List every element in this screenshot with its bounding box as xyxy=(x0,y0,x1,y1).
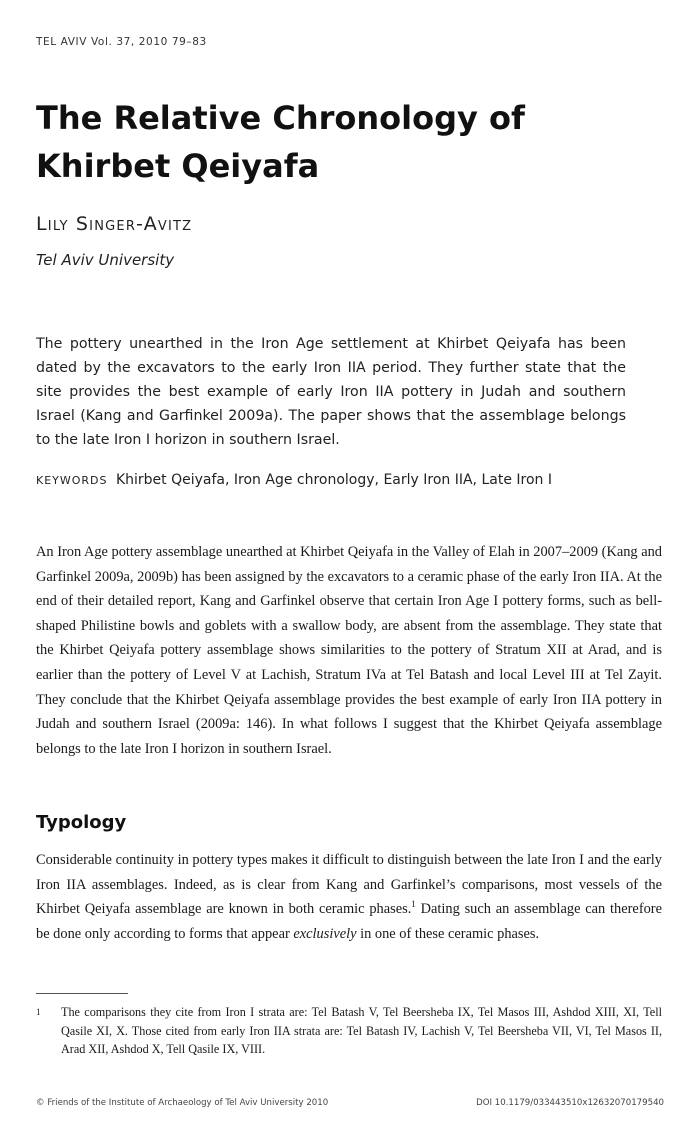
keywords-text: Khirbet Qeiyafa, Iron Age chronology, Early Iron IIA, Late Iron I xyxy=(115,472,552,488)
author-name: Lily Singer-Avitz xyxy=(36,213,193,235)
footnote xyxy=(36,1003,662,1059)
intro-paragraph: An Iron Age pottery assemblage unearthed at Khirbet Qeiyafa in the Valley of Elah in 2007–2009 (Kang and Garfinkel 2009a, 2009b) has been assigned by the excavators to a ceramic phase of the early Iron IIA. At the end of their detailed report, Kang and Garfinkel observe that certain Iron Age I pottery forms, such as bell-shaped Philistine bowls and goblets with a swallow body, are absent from the assemblage. They state that the Khirbet Qeiyafa pottery assemblage shows similarities to the pottery of Stratum XII at Arad, and is earlier than the pottery of Level V at Lachish, Stratum IVa at Tel Batash and local Level III at Tel Zayit. They conclude that the Khirbet Qeiyafa assemblage provides the best example of early Iron IIA pottery in Judah and southern Israel (2009a: 146). In what follows I suggest that the Khirbet Qeiyafa assemblage belongs to the late Iron I horizon in southern Israel. xyxy=(36,544,662,757)
typology-text-2: Dating such an assemblage can therefore be done only according to forms that appear xyxy=(36,901,662,942)
typology-text-1: Considerable continuity in pottery types makes it difficult to distinguish between the late Iron I and the early Iron IIA assemblages. Indeed, as is clear from Kang and Garfinkel’s comparisons, most vessels of the Khirbet Qeiyafa assemblage are known in both ceramic phases. xyxy=(36,852,662,918)
section-heading-typology: Typology xyxy=(36,812,127,833)
abstract: The pottery unearthed in the Iron Age settlement at Khirbet Qeiyafa has been dated by the excavators to the early Iron IIA period. They further state that the site provides the best example of early Iron IIA pottery in Judah and southern Israel (Kang and Garfinkel 2009a). The paper shows that the assemblage belongs to the late Iron I horizon in southern Israel. xyxy=(36,336,626,448)
keywords xyxy=(36,472,636,488)
copyright-notice: © Friends of the Institute of Archaeology of Tel Aviv University 2010 xyxy=(36,1098,329,1108)
typology-text-3: in one of these ceramic phases. xyxy=(356,925,540,942)
doi-link[interactable]: DOI 10.1179/033443510x12632070179540 xyxy=(476,1098,664,1108)
author-affiliation: Tel Aviv University xyxy=(36,251,175,269)
keywords-label: KEYWORDS xyxy=(36,474,108,487)
article-title: The Relative Chronology of Khirbet Qeiyafa xyxy=(36,99,525,185)
typology-emphasis: exclusively xyxy=(293,925,357,942)
running-head: TEL AVIV Vol. 37, 2010 79–83 xyxy=(36,36,207,48)
footnote-text: The comparisons they cite from Iron I strata are: Tel Batash V, Tel Beersheba IX, Tel Masos III, Ashdod XIII, XI, Tell Qasile XI, X. Those cited from early Iron IIA strata are: Tel Batash IV, Lachish V, Tel Beersheba VII, VI, Tel Masos II, Arad XII, Ashdod X, Tell Qasile IX, VIII. xyxy=(61,1005,662,1056)
footnote-number: 1 xyxy=(36,1007,41,1017)
typology-paragraph xyxy=(36,848,662,946)
footnote-reference[interactable]: 1 xyxy=(411,899,416,910)
footnote-divider xyxy=(36,993,128,994)
